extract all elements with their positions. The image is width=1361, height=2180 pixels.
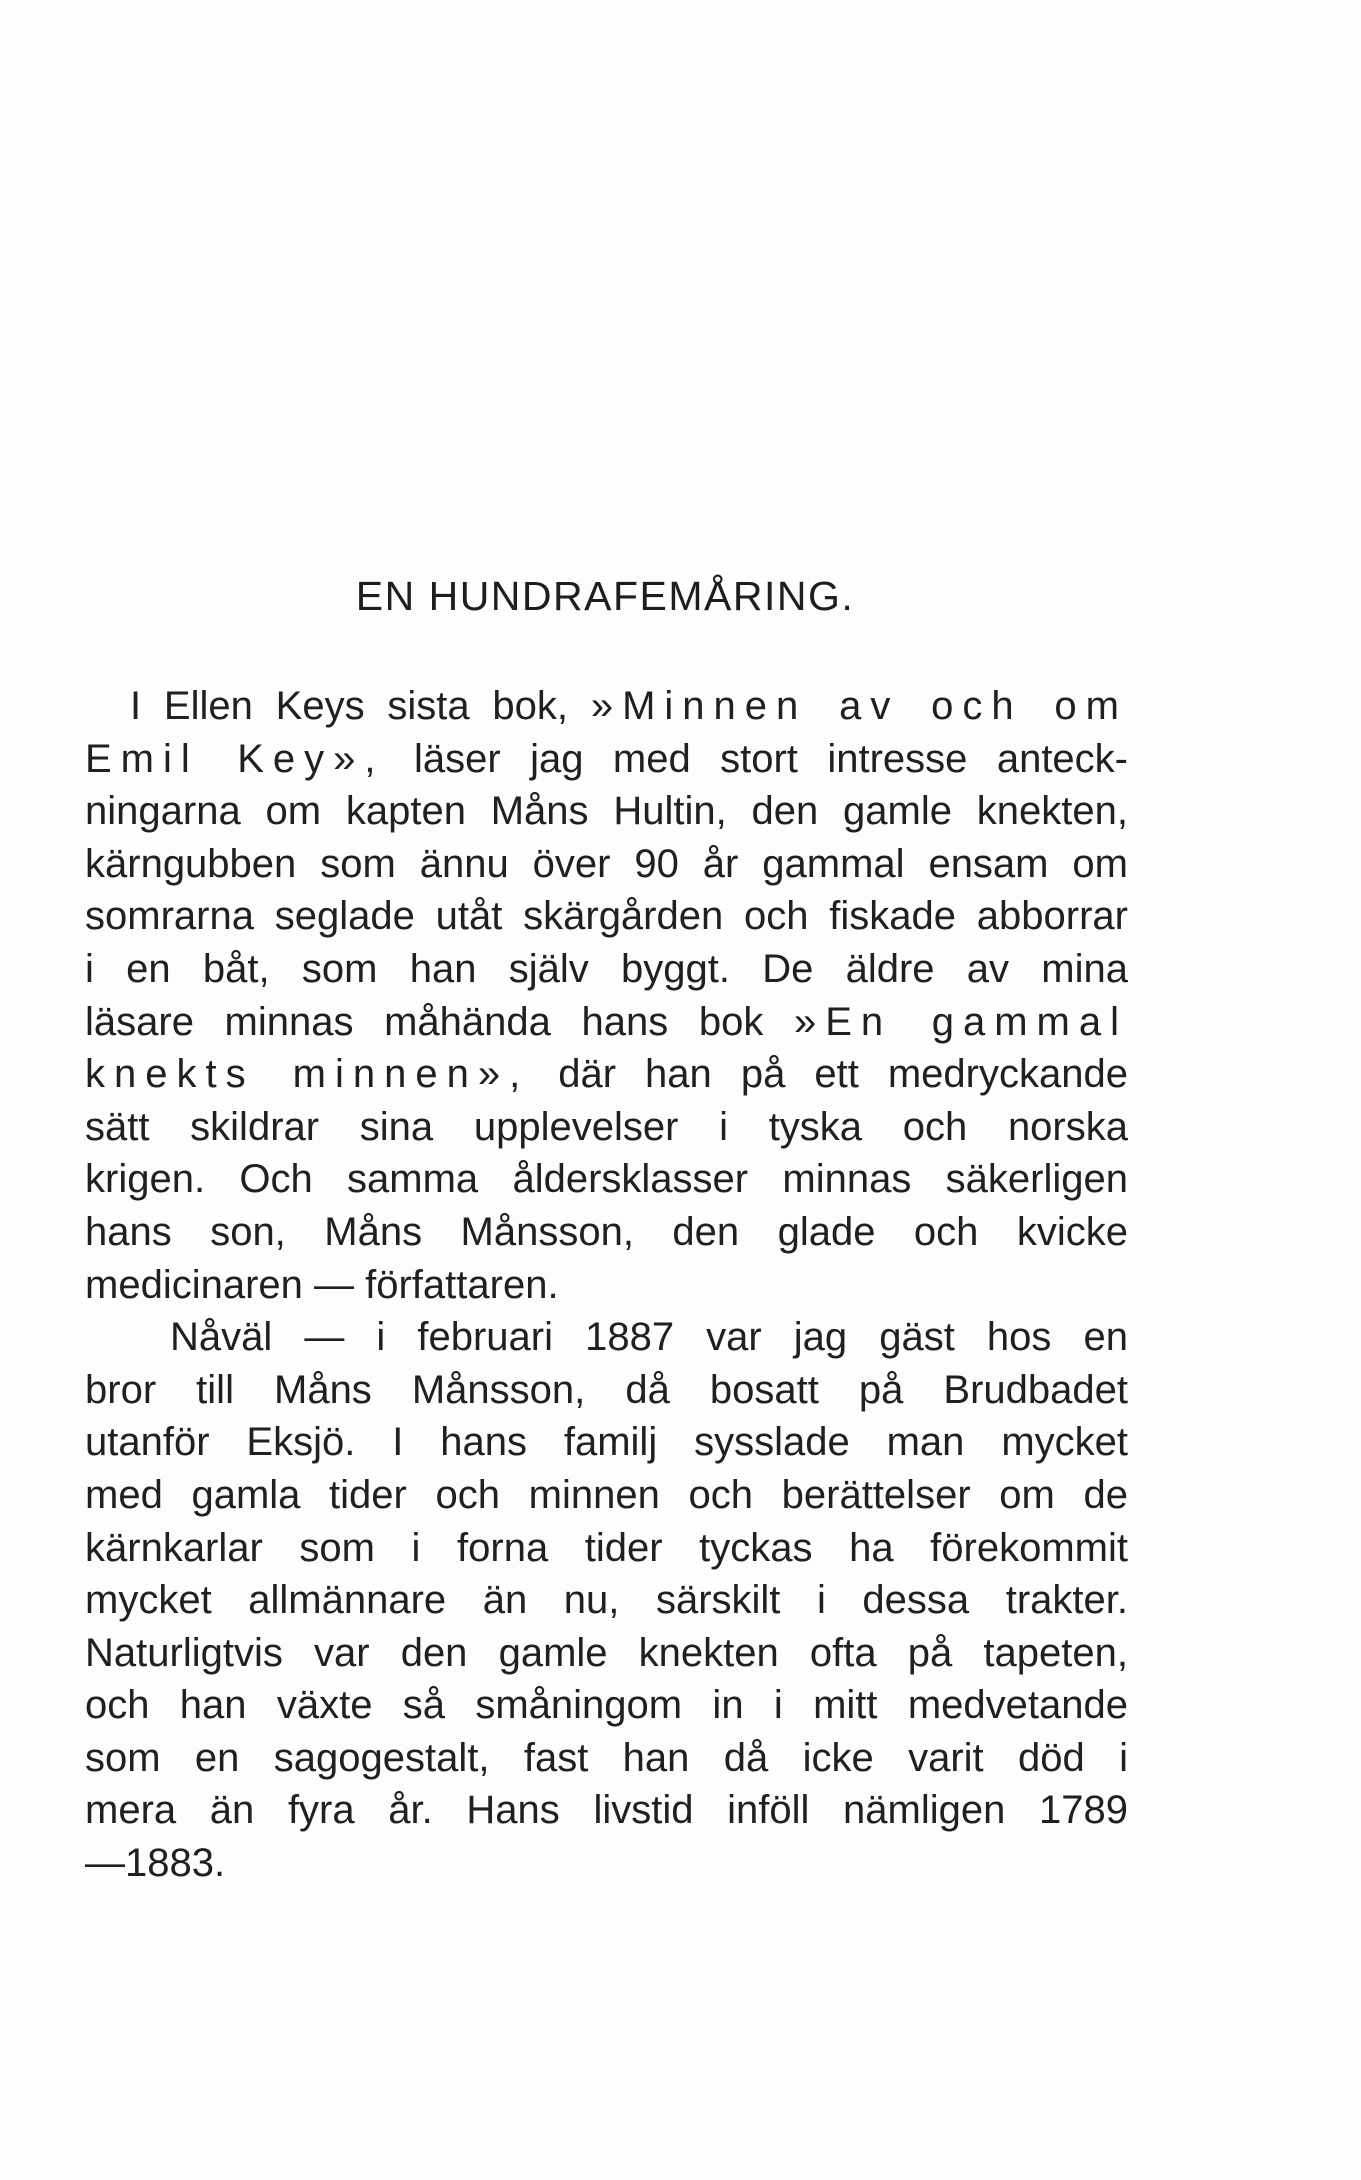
text-span: läser jag med stort intresse anteck- [413,736,1129,781]
text-line: och han växte så småningom in i mitt medvetande [85,1683,1128,1728]
text-line [85,996,1128,1049]
text-line: mera än fyra år. Hans livstid inföll nämligen 1789 [85,1788,1128,1833]
text-line: som en sagogestalt, fast han då icke varit död i [85,1735,1128,1780]
text-line: ningarna om kapten Måns Hultin, den gamle knekten, [85,789,1128,834]
body-text [85,680,1128,1890]
text-line: kärnkarlar som i forna tider tyckas ha förekommit [85,1525,1128,1570]
text-span: I Ellen Keys sista bok, [130,684,569,728]
text-span: läsare minnas måhända hans bok [85,999,764,1044]
text-line: mycket allmännare än nu, särskilt i dessa trakter. [85,1578,1128,1623]
text-line: Nåväl — i februari 1887 var jag gäst hos en [170,1315,1128,1360]
text-line: hans son, Måns Månsson, den glade och kvicke [85,1209,1128,1254]
text-line: i en båt, som han själv byggt. De äldre av mina [85,946,1128,991]
text-line: Naturligtvis var den gamle knekten ofta på tapeten, [85,1630,1128,1675]
text-line [85,680,1128,733]
text-line: sätt skildrar sina upplevelser i tyska och norska [85,1104,1128,1149]
chapter-heading: EN HUNDRAFEMÅRING. [355,573,855,619]
text-line: somrarna seglade utåt skärgården och fiskade abborrar [85,894,1128,939]
text-line: medicinaren — författaren. [85,1262,559,1307]
text-span: där han på ett medryckande [558,1052,1128,1097]
text-line: bror till Måns Månsson, då bosatt på Brudbadet [85,1367,1128,1412]
text-line: krigen. Och samma åldersklasser minnas säkerligen [85,1157,1128,1202]
text-line: utanför Eksjö. I hans familj sysslade man mycket [85,1420,1128,1465]
emphasized-title: knekts minnen», [85,1052,530,1097]
emphasized-title: »En gammal [793,999,1128,1044]
emphasized-title: »Minnen av och om [590,684,1128,728]
text-line: —1883. [85,1841,226,1886]
text-line: kärngubben som ännu över 90 år gammal ensam om [85,841,1128,886]
text-line [85,1048,1128,1101]
text-line [85,733,1128,786]
text-line: med gamla tider och minnen och berättelser om de [85,1472,1128,1517]
emphasized-title: Emil Key», [85,736,385,781]
